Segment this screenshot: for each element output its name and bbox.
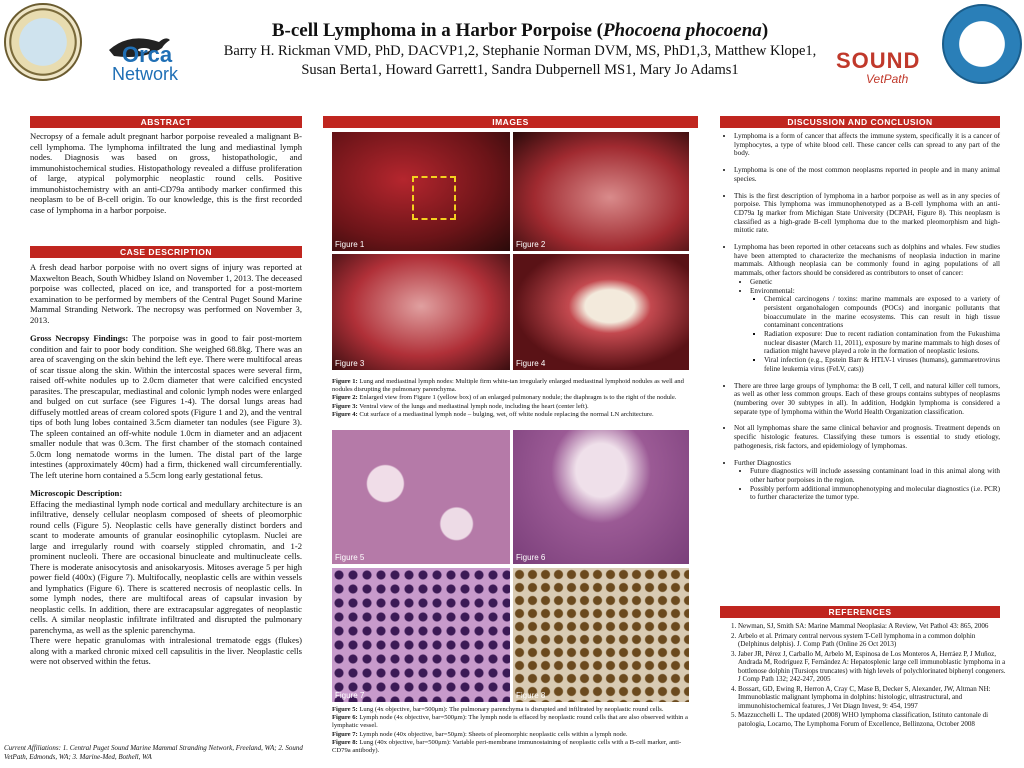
caption-figure-7: Figure 7: Lymph node (40x objective, bar=50μm): Sheets of pleomorphic neoplastic cells within a lymph node. bbox=[332, 730, 628, 738]
figure-8-label: Figure 8 bbox=[516, 691, 546, 700]
figure-5-image bbox=[332, 430, 510, 564]
yellow-box-highlight bbox=[412, 176, 456, 220]
sub-sub-point: ▪ Chemical carcinogens / toxins: marine mammals are exposed to a variety of persistent organohalogen compounds (POCs) and inorganic pollutants that bioaccumulate in the marine ecosystems. This can result in high tissue contaminant concentrations bbox=[764, 295, 1000, 330]
sound-vetpath-logo: SOUND bbox=[836, 48, 921, 73]
reference-item: 2. Arbelo et al. Primary central nervous system T-Cell lymphoma in a common dolphin (Delphinus delphis). J. Comp Path (Online 26 Oct 2013) bbox=[738, 632, 1006, 649]
discussion-point: • Lymphoma is a form of cancer that affects the immune system, specifically it is a cancer of lymphocytes, a type of white blood cell. These cancer cells can spread to any part of the body. bbox=[734, 132, 1000, 158]
figure-7-image bbox=[332, 568, 510, 702]
marine-mammal-stranding-network-logo bbox=[4, 3, 82, 81]
discussion-point: • This is the first description of lymphoma in a harbor porpoise as well as in any species of porpoise. This lymphoma was immunophenotyped as a B-cell lymphoma with an anti-CD79a Ig marker from Michigan State University (DCPAH, Figure 8). This neoplasm is classified as a high-grade B-cell lymphoma due to the marked pleomorphism and high-mitotic rate. bbox=[734, 192, 1000, 236]
orca-logo-text: Orca bbox=[122, 42, 173, 67]
references-list bbox=[722, 622, 1006, 728]
discussion-heading: DISCUSSION AND CONCLUSION bbox=[720, 116, 1000, 128]
authors-line-1: Barry H. Rickman VMD, PhD, DACVP1,2, Stephanie Norman DVM, MS, PhD1,3, Matthew Klope1, bbox=[223, 43, 817, 59]
figure-4-image bbox=[513, 254, 689, 370]
affiliations: Current Affiliations: 1. Central Puget Sound Marine Mammal Stranding Network, Freeland, WA; 2. Sound VetPath, Edmonds, WA; 3. Marine-Med, Bothell, WA bbox=[4, 744, 303, 761]
discussion-point: • Further Diagnostics • Future diagnostics will include assessing contaminant load in this animal along with other harbor porpoises in the region. • Possibly perform additional immunophenotyping and molecular diagnostics (i.e. PCR) to further characterize the tumor type. bbox=[734, 459, 1000, 503]
poster-title: B-cell Lymphoma in a Harbor Porpoise (Phocoena phocoena) bbox=[271, 20, 769, 41]
discussion-point: • There are three large groups of lymphoma: the B cell, T cell, and natural killer cell tumors, as well as other less common groups. Each of these groups contains subtypes of neoplasms (numbering over 30 subtypes in all). In addition, Hodgkin lymphoma is considered a separate type of lymphoma within the World Health Organization classification. bbox=[734, 382, 1000, 417]
figure-5-label: Figure 5 bbox=[335, 553, 365, 562]
vetpath-logo-text: VetPath bbox=[866, 72, 909, 86]
reference-item: 4. Bossart, GD, Ewing R, Herron A, Cray C, Mase B, Decker S, Alexander, JW, Altman NH: Immunoblastic malignant lymphoma in dolphins: histologic, ultrastructural, and immunohistochemical features, J Vet Diagn Invest, 9: 454, 1997 bbox=[738, 685, 1006, 711]
sub-sub-point: ▪ Viral infection (e.g., Epstein Barr & HTLV-1 viruses (humans), gammaretrovirus feline leukemia virus (FeLV, cats)) bbox=[764, 356, 1000, 373]
caption-figure-3: Figure 3: Ventral view of the lungs and mediastinal lymph node, including the heart (center left). bbox=[332, 402, 589, 410]
discussion-list bbox=[722, 132, 1000, 502]
figure-1-label: Figure 1 bbox=[335, 240, 365, 249]
sub-point: • Future diagnostics will include assessing contaminant load in this animal along with other harbor porpoises in the region. bbox=[750, 467, 1000, 484]
caption-figure-6: Figure 6: Lymph node (4x objective, bar=500μm): The lymph node is effaced by neoplastic round cells that are also observed within a lymphatic vessel. bbox=[332, 714, 688, 730]
figure-6-image bbox=[513, 430, 689, 564]
reference-item: 5. Mazzucchelli L. The updated (2008) WHO lymphoma classification, Istituto cantonale di patologia, Locarno, The Lymphoma Forum of Excellence, Bellinzona, October 2008 bbox=[738, 711, 1006, 728]
microscopic-heading: Microscopic Description: bbox=[30, 488, 123, 498]
microscopic-text-2: There were hepatic granulomas with intralesional trematode eggs (flukes) along with a marked chronic mixed cell capsulitis in the liver. Neoplastic cells were not observed within the fetus. bbox=[30, 635, 302, 666]
reference-item: 1. Newman, SJ, Smith SA: Marine Mammal Neoplasia: A Review, Vet Pathol 43: 865, 2006 bbox=[738, 622, 1006, 631]
figure-2-label: Figure 2 bbox=[516, 240, 546, 249]
abstract-text: Necropsy of a female adult pregnant harbor porpoise revealed a malignant B-cell lymphoma. The lymphoma infiltrated the lung and mediastinal lymph nodes. Diagnosis was based on gross, histopathologic, and immunohistochemical studies. Histopathology revealed a diffuse proliferation of large, atypical polymorphic neoplastic round cells. Positive immunohistochemistry with an anti-CD79a antibody marker confirmed this neoplasm to be of B-cell origin. To our knowledge, this is the first recorded case of lymphoma in a harbor porpoise. bbox=[30, 131, 302, 215]
caption-figure-1: Figure 1: Lung and mediastinal lymph nodes: Multiple firm white-tan irregularly enlarged mediastinal lymphoid nodules as well and nodules disrupting the pulmonary parenchyma. bbox=[332, 378, 684, 394]
caption-figure-5: Figure 5: Lung (4x objective, bar=500μm): The pulmonary parenchyma is disrupted and infiltrated by neoplastic round cells. bbox=[332, 706, 664, 713]
sub-point: • Possibly perform additional immunophenotyping and molecular diagnostics (i.e. PCR) to further characterize the tumor type. bbox=[750, 485, 1000, 502]
figure-8-image bbox=[513, 568, 689, 702]
images-heading: IMAGES bbox=[323, 116, 698, 128]
marine-med-logo bbox=[942, 4, 1022, 84]
abstract-heading: ABSTRACT bbox=[30, 116, 302, 128]
caption-figure-4: Figure 4: Cut surface of a mediastinal lymph node – bulging, wet, off white nodule replacing the normal LN architecture. bbox=[332, 410, 654, 418]
authors-line-2: Susan Berta1, Howard Garrett1, Sandra Dubpernell MS1, Mary Jo Adams1 bbox=[301, 62, 739, 78]
sub-point: • Environmental: ▪ Chemical carcinogens / toxins: marine mammals are exposed to a variety of persistent organohalogen compounds (POCs) and inorganic pollutants that bioaccumulate in the marine ecosystems. This can result in high tissue contaminant concentrations ▪ Radiation exposure: Due to recent radiation contamination from the Fukushima nuclear disaster (March 11, 2011), exposure by marine mammals to high doses of radiation might haveve played a role in the formation of neoplastic lesions. ▪ Viral infection (e.g., Epstein Barr & HTLV-1 viruses (humans), gammaretrovirus feline leukemia virus (FeLV, cats)) bbox=[750, 287, 1000, 374]
references-body bbox=[722, 622, 1006, 729]
figure-2-image bbox=[513, 132, 689, 251]
figure-1-image bbox=[332, 132, 510, 251]
microscopic-text: Effacing the mediastinal lymph node cortical and medullary architecture is an infiltrative, densely cellular neoplasm composed of sheets of pleomorphic round cells (Figure 5). Neoplastic cells have generally distinct borders and scant to moderate amounts of granular eosinophilic cytoplasm. Nuclei are large and irregularly round with coarsely stippled chromatin, and 1-2 prominent nucleoli. There are occasional binucleate and multinucleate cells. There is moderate anisocytosis and anisokaryosis. Mitoses average 5 per high power field (400x) (Figure 7). Multifocally, neoplastic cells are within vessels and lymphatics (Figure 6). There is scattered necrosis of neoplastic cells. In some lymph nodes, there are multifocal areas of capsular invasion by neoplastic cells. In addition, there are extracapsular aggregates of neoplastic cells. A similar neoplastic infiltrate infiltrated and disrupted the pulmonary parenchyma, as well as the splenic parenchyma. bbox=[30, 498, 302, 635]
sub-sub-point: ▪ Radiation exposure: Due to recent radiation contamination from the Fukushima nuclear disaster (March 11, 2011), exposure by marine mammals to high doses of radiation might haveve played a role in the formation of neoplastic lesions. bbox=[764, 330, 1000, 356]
figure-6-label: Figure 6 bbox=[516, 553, 546, 562]
sub-point: • Genetic bbox=[750, 278, 1000, 287]
discussion-body bbox=[722, 132, 1000, 510]
caption-figure-2: Figure 2: Enlarged view from Figure 1 (yellow box) of an enlarged pulmonary nodule; the diaphragm is to the right of the nodule. bbox=[332, 394, 677, 402]
case-paragraph-intro: A fresh dead harbor porpoise with no overt signs of injury was reported at Maxwelton Beach, South Whidbey Island on November 1, 2013. The deceased porpoise was collected, placed on ice, and transported for a post-mortem examination to be performed by members of the Central Puget Sound Marine Mammal Stranding Network. The necropsy was performed on November 3, 2013. bbox=[30, 262, 302, 325]
reference-item: 3. Jaber JR, Pérez J, Carballo M, Arbelo M, Espinosa de Los Monteros A, Herráez P, J Muñoz, Andrada M, Rodríguez F, Fernández A: Hepatosplenic large cell immunoblastic lymphoma in a bottlenose dolphin (Tursiops truncates) with high levels of polychlorinated biphenyl congeners. J Comp Path 132; 242-247, 2005 bbox=[738, 650, 1006, 684]
discussion-point: • Lymphoma has been reported in other cetaceans such as dolphins and whales. Few studies have been attempted to characterize the mechanisms of neoplasia induction in marine mammals. Although neoplasia can be commonly found in aging populations of all mammals, other factors should be considered as contributors to onset of cancer: • Genetic • Environmental: ▪ Chemical carcinogens / toxins: marine mammals are exposed to a variety of persistent organohalogen compounds (POCs) and inorganic pollutants that bioaccumulate in the marine ecosystems. This can result in high tissue contaminant concentrations ▪ Radiation exposure: Due to recent radiation contamination from the Fukushima nuclear disaster (March 11, 2011), exposure by marine mammals to high doses of radiation might haveve played a role in the formation of neoplastic lesions. ▪ Viral infection (e.g., Epstein Barr & HTLV-1 viruses (humans), gammaretrovirus feline leukemia virus (FeLV, cats)) bbox=[734, 243, 1000, 374]
figure-3-label: Figure 3 bbox=[335, 359, 365, 368]
figure-4-label: Figure 4 bbox=[516, 359, 546, 368]
poster-authors bbox=[200, 42, 840, 80]
bottom-figure-captions bbox=[332, 706, 692, 755]
figure-3-image bbox=[332, 254, 510, 370]
discussion-point: • Lymphoma is one of the most common neoplasms reported in people and in many animal species. bbox=[734, 166, 1000, 183]
figure-7-label: Figure 7 bbox=[335, 691, 365, 700]
references-heading: REFERENCES bbox=[720, 606, 1000, 618]
gross-findings: Gross Necropsy Findings: The porpoise was in good to fair post-mortem condition and fair to poor body condition. She weighed 68.8kg. There was an area of scavenging on the skin behind the left eye. There were multifocal areas of scar tissue along the skin. Within the intercostal spaces were several firm, raised off-white nodules up to 2.0cm diameter that were calcified encysted parasites. The prescapular, mediastinal and colonic lymph nodes were enlarged and bulged on cut surface (see Figures 1-4). The dorsal lungs areas had diffusely mottled areas of cream colored spots (Figure 1 and 2), and the ventral tips of both lung lobes contained 3.5cm diameter tan nodules (see Figure 3). The spleen contained an off-white nodule 1.0cm in diameter and an adjacent smaller nodule that was 0.3cm. The first chamber of the stomach contained 5.0cm long nematode worms in the lumen. The distal part of the large intestines (approximately 40cm) had a firm, thickened wall circumferentially. The left uterine horn contained a 5.5cm long early gestational fetus. bbox=[30, 333, 302, 480]
case-description-body bbox=[30, 262, 302, 667]
case-description-heading: CASE DESCRIPTION bbox=[30, 246, 302, 258]
network-logo-text: Network bbox=[112, 64, 179, 84]
top-figure-captions bbox=[332, 378, 692, 419]
discussion-point: • Not all lymphomas share the same clinical behavior and prognosis. Treatment depends on specific histologic features. Classifying these tumors is essential to study etiology, pathogenesis, risk factors, and epidemiology of lymphomas. bbox=[734, 424, 1000, 450]
caption-figure-8: Figure 8: Lung (40x objective, bar=500μm): Variable peri-membrane immunostaining of neoplastic cells with a B-cell marker, anti-CD79a antibody). bbox=[332, 738, 682, 755]
